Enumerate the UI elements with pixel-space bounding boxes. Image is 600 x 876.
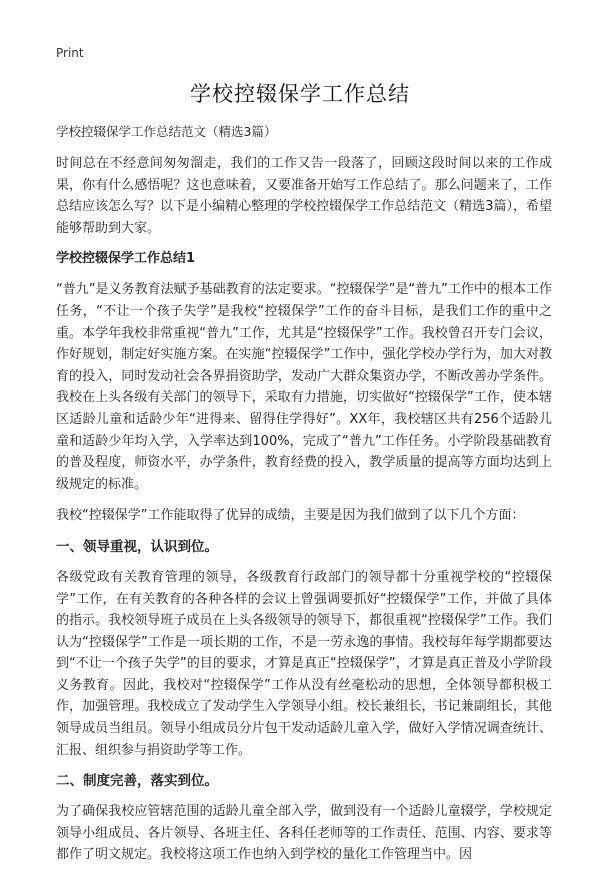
document-title: 学校控辍保学工作总结 [190, 82, 410, 106]
print-link[interactable]: Print [56, 46, 84, 60]
intro-paragraph: 时间总在不经意间匆匆溜走，我们的工作又告一段落了，回顾这段时间以来的工作成果，你有什么感悟呢？这也意味着，又要准备开始写工作总结了。那么问题来了，工作总结应该怎么写？以下是小编精心整理的学校控辍保学工作总结范文（精选3篇），希望能够帮助到大家。 [56, 156, 552, 236]
point-heading-2: 二、制度完善，落实到位。 [56, 773, 218, 790]
section-heading-1: 学校控辍保学工作总结1 [56, 251, 196, 267]
section1-paragraph-2: 我校“控辍保学”工作能取得了优异的成绩，主要是因为我们做到了以下几个方面： [56, 508, 525, 524]
document-body [56, 122, 552, 876]
document-subtitle: 学校控辍保学工作总结范文（精选3篇） [56, 124, 277, 139]
section1-paragraph-1: “普九”是义务教育法赋予基础教育的法定要求。“控辍保学”是“普九”工作中的根本工作任务，“不让一个孩子失学”是我校“控辍保学”工作的奋斗目标，是我们工作的重中之重。本学年我校非常重视“普九”工作，尤其是“控辍保学”工作。我校曾召开专门会议，作好规划，制定好实施方案。在实施“控辍保学”工作中，强化学校办学行为，加大对教育的投入，同时发动社会各界捐资助学，发动广大群众集资办学，不断改善办学条件。我校在上头各级有关部门的领导下，采取有力措施，切实做好“控辍保学”工作，使本辖区适龄儿童和适龄少年“进得来、留得住学得好”。XX年，我校辖区共有256个适龄儿童和适龄少年均入学，入学率达到100%，完成了“普九”工作任务。小学阶段基础教育的普及程度，师资水平，办学条件，教育经费的投入，教学质量的提高等方面均达到上级规定的标准。 [56, 282, 552, 492]
point1-paragraph: 各级党政有关教育管理的领导，各级教育行政部门的领导都十分重视学校的“控辍保学”工作，在有关教育的各种各样的会议上曾强调要抓好“控辍保学”工作，并做了具体的指示。我校领导班子成员在上头各级领导的领导下，都很重视“控辍保学”工作。我们认为“控辍保学”工作是一项长期的工作，不是一劳永逸的事情。我校每年每学期都要达到“不让一个孩子失学”的目的要求，才算是真正“控辍保学”，才算是真正普及小学阶段义务教育。因此，我校对“控辍保学”工作从没有丝毫松动的思想，全体领导都积极工作，加强管理。我校成立了发动学生入学领导小组。校长兼组长，书记兼副组长，其他领导成员当组员。领导小组成员分片包干发动适龄儿童入学，做好入学情况调查统计、汇报、组织参与捐资助学等工作。 [56, 569, 552, 758]
point-heading-1: 一、领导重视，认识到位。 [56, 538, 218, 555]
point2-paragraph: 为了确保我校应管辖范围的适龄儿童全部入学，做到没有一个适龄儿童辍学，学校规定领导小组成员、各片领导、各班主任、各科任老师等的工作责任、范围、内容、要求等都作了明文规定。我校将这项工作也纳入到学校的量化工作管理当中。因 [56, 804, 552, 863]
